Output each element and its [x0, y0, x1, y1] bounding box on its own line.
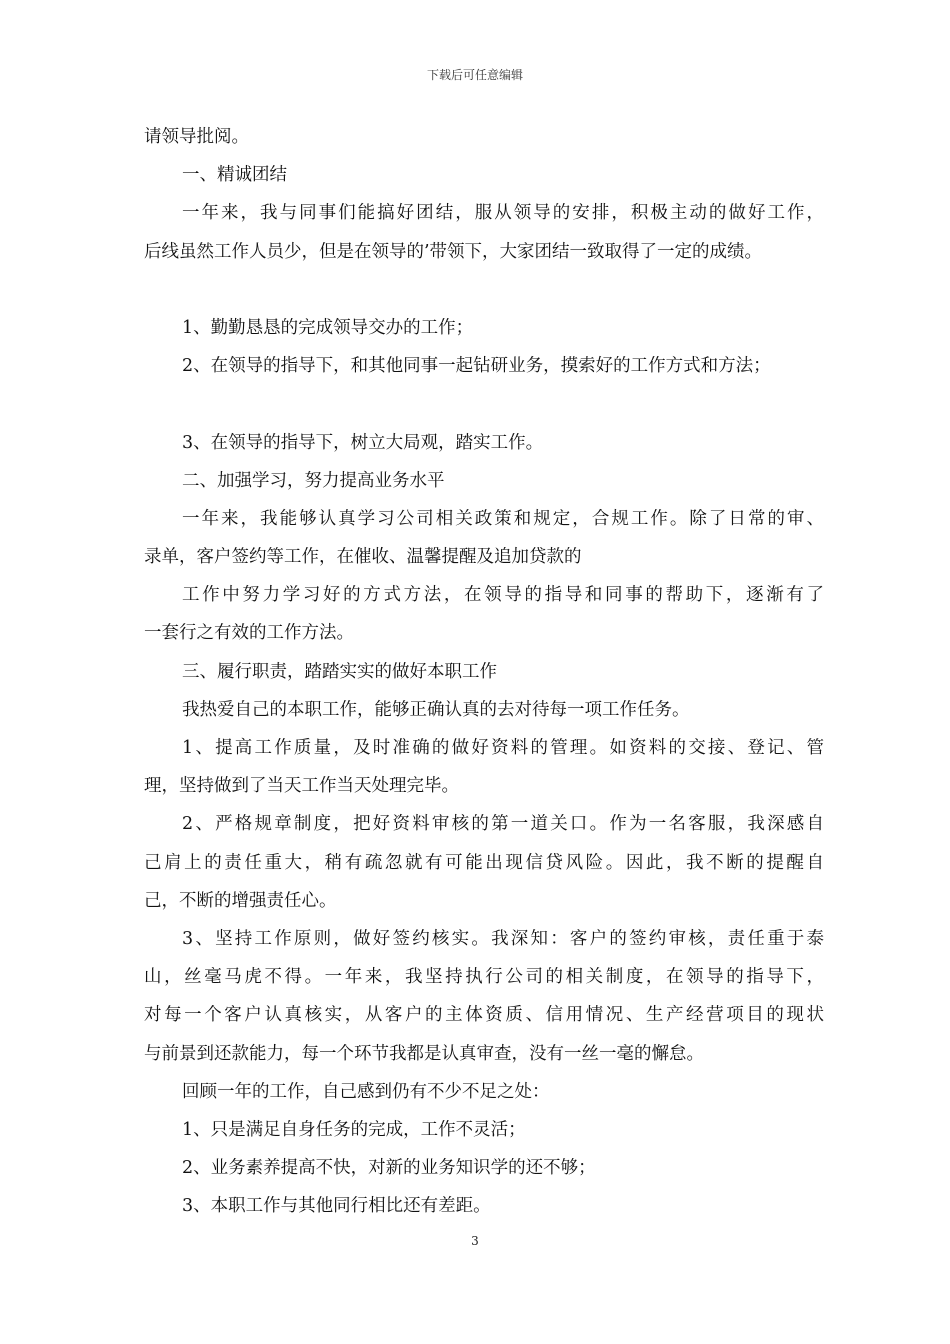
text-line: 与前景到还款能力，每一个环节我都是认真审查，没有一丝一毫的懈怠。 [144, 1043, 704, 1064]
text-line: 理，坚持做到了当天工作当天处理完毕。 [144, 776, 459, 797]
text-line: 3、在领导的指导下，树立大局观，踏实工作。 [182, 432, 544, 453]
text-line: 1、提高工作质量，及时准确的做好资料的管理。如资料的交接、登记、管 [182, 738, 824, 758]
paragraph-gap [144, 385, 824, 423]
text-line: 2、业务素养提高不快，对新的业务知识学的还不够； [182, 1158, 596, 1179]
text-line: 对每一个客户认真核实，从客户的主体资质、信用情况、生产经营项目的现状 [144, 1005, 824, 1026]
text-line: 请领导批阅。 [144, 127, 249, 147]
text-line: 山，丝毫马虎不得。一年来，我坚持执行公司的相关制度，在领导的指导下， [144, 967, 824, 988]
text-line: 工作中努力学习好的方式方法，在领导的指导和同事的帮助下，逐渐有了 [182, 585, 824, 606]
text-line: 一、精诚团结 [182, 165, 287, 186]
text-line: 一年来，我能够认真学习公司相关政策和规定，合规工作。除了日常的审、 [182, 508, 824, 529]
page-header: 下载后可任意编辑 [426, 68, 523, 82]
text-line: 一年来，我与同事们能搞好团结，服从领导的安排，积极主动的做好工作， [182, 203, 824, 224]
page-number: 3 [471, 1234, 479, 1248]
text-line: 3、本职工作与其他同行相比还有差距。 [182, 1196, 491, 1217]
text-line: 回顾一年的工作，自己感到仍有不少不足之处： [182, 1081, 550, 1102]
text-line: 2、严格规章制度，把好资料审核的第一道关口。作为一名客服，我深感自 [182, 814, 824, 835]
text-line: 一套行之有效的工作方法。 [144, 623, 354, 644]
text-line: 1、只是满足自身任务的完成，工作不灵活； [182, 1119, 526, 1140]
text-line: 2、在领导的指导下，和其他同事一起钻研业务，摸索好的工作方式和方法； [182, 356, 771, 377]
text-line: 后线虽然工作人员少，但是在领导的’带领下，大家团结一致取得了一定的成绩。 [144, 241, 763, 262]
text-line: 录单，客户签约等工作，在催收、温馨提醒及追加贷款的 [144, 547, 582, 568]
text-line: 己，不断的增强责任心。 [144, 890, 337, 911]
document-body [144, 118, 824, 1225]
text-line: 1、勤勤恳恳的完成领导交办的工作； [182, 317, 474, 338]
text-line: 3、坚持工作原则，做好签约核实。我深知：客户的签约审核，责任重于泰 [182, 928, 824, 949]
text-line: 我热爱自己的本职工作，能够正确认真的去对待每一项工作任务。 [182, 699, 690, 720]
text-line: 己肩上的责任重大，稍有疏忽就有可能出现信贷风险。因此，我不断的提醒自 [144, 852, 824, 873]
text-line: 二、加强学习，努力提高业务水平 [182, 470, 445, 491]
paragraph-gap [144, 271, 824, 309]
text-line: 三、履行职责，踏踏实实的做好本职工作 [182, 661, 497, 682]
